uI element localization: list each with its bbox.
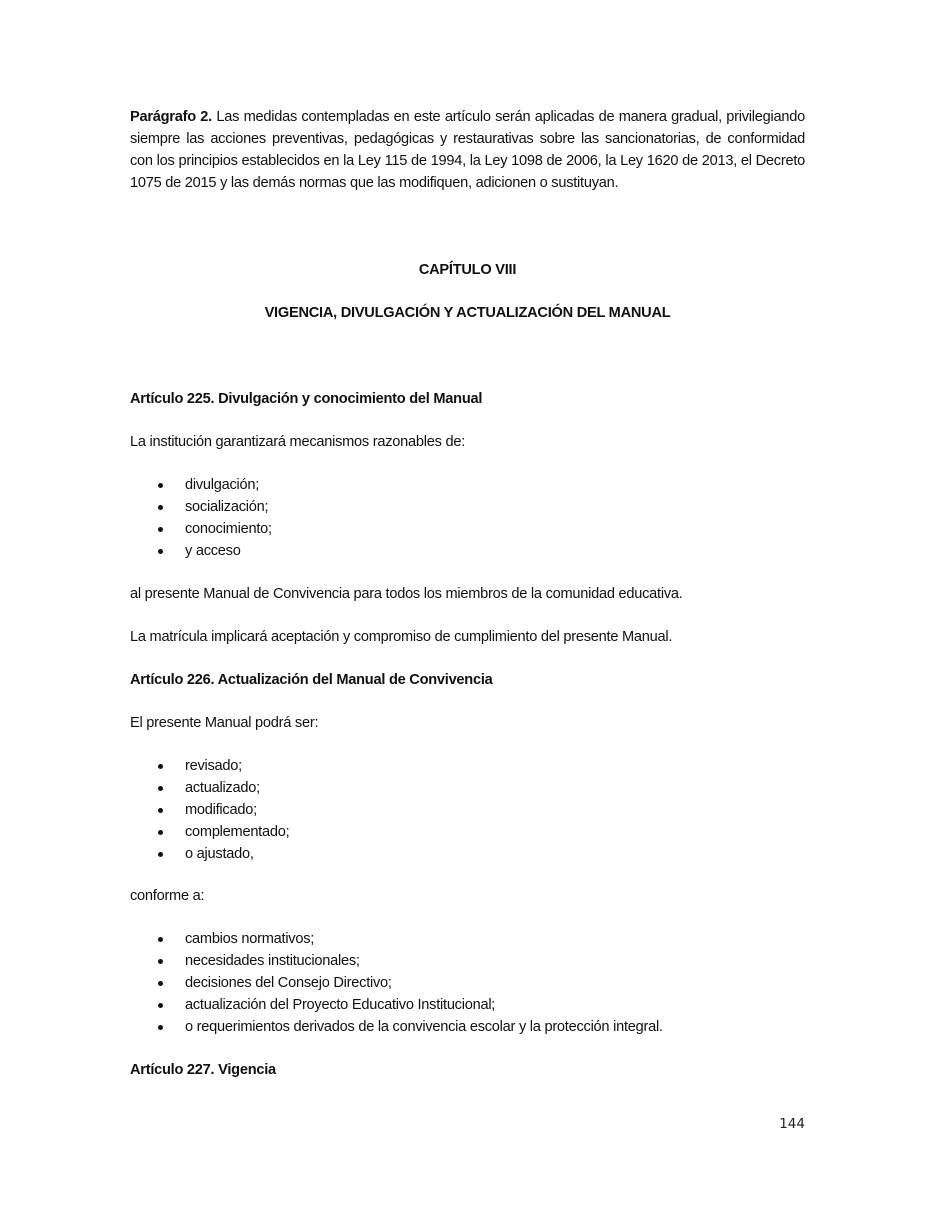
paragraph-2: [130, 106, 805, 194]
page-number: 144: [779, 1116, 805, 1132]
list-item: o requerimientos derivados de la convivencia escolar y la protección integral.: [130, 1016, 805, 1038]
article-226-heading: Artículo 226. Actualización del Manual de Convivencia: [130, 672, 493, 688]
bullet-icon: [158, 483, 163, 488]
article-226-list: [130, 755, 805, 865]
bullet-icon: [158, 852, 163, 857]
article-226-connector: conforme a:: [130, 888, 205, 904]
bullet-icon: [158, 1025, 163, 1030]
article-226-reasons-list: [130, 928, 805, 1038]
bullet-icon: [158, 959, 163, 964]
list-item: actualizado;: [130, 777, 805, 799]
article-225-intro: La institución garantizará mecanismos razonables de:: [130, 434, 466, 450]
list-item: conocimiento;: [130, 518, 805, 540]
list-item: divulgación;: [130, 474, 805, 496]
list-item: modificado;: [130, 799, 805, 821]
bullet-icon: [158, 830, 163, 835]
bullet-icon: [158, 937, 163, 942]
list-item: o ajustado,: [130, 843, 805, 865]
paragraph-2-text: Las medidas contempladas en este artículo serán aplicadas de manera gradual, privilegiando siempre las acciones preventivas, pedagógicas y restaurativas sobre las sancionatorias, de conformidad con los principios establecidos en la Ley 115 de 1994, la Ley 1098 de 2006, la Ley 1620 de 2013, el Decreto 1075 de 2015 y las demás normas que las modifiquen, adicionen o sustituyan.: [130, 109, 805, 191]
list-item: socialización;: [130, 496, 805, 518]
list-item: actualización del Proyecto Educativo Institucional;: [130, 994, 805, 1016]
list-item: necesidades institucionales;: [130, 950, 805, 972]
chapter-number: CAPÍTULO VIII: [418, 262, 517, 278]
article-225-heading: Artículo 225. Divulgación y conocimiento del Manual: [130, 391, 483, 407]
bullet-icon: [158, 549, 163, 554]
bullet-icon: [158, 1003, 163, 1008]
bullet-icon: [158, 527, 163, 532]
bullet-icon: [158, 505, 163, 510]
chapter-title: VIGENCIA, DIVULGACIÓN Y ACTUALIZACIÓN DEL MANUAL: [264, 305, 671, 321]
list-item: decisiones del Consejo Directivo;: [130, 972, 805, 994]
bullet-icon: [158, 808, 163, 813]
paragraph-2-lead: Parágrafo 2.: [130, 109, 212, 125]
article-225-note: La matrícula implicará aceptación y compromiso de cumplimiento del presente Manual.: [130, 629, 673, 645]
list-item: cambios normativos;: [130, 928, 805, 950]
bullet-icon: [158, 764, 163, 769]
bullet-icon: [158, 786, 163, 791]
article-226-intro: El presente Manual podrá ser:: [130, 715, 319, 731]
list-item: y acceso: [130, 540, 805, 562]
document-page: [130, 0, 805, 1210]
list-item: complementado;: [130, 821, 805, 843]
article-225-list: [130, 474, 805, 562]
bullet-icon: [158, 981, 163, 986]
article-227-heading: Artículo 227. Vigencia: [130, 1062, 276, 1078]
article-225-closing: al presente Manual de Convivencia para todos los miembros de la comunidad educativa.: [130, 586, 683, 602]
list-item: revisado;: [130, 755, 805, 777]
